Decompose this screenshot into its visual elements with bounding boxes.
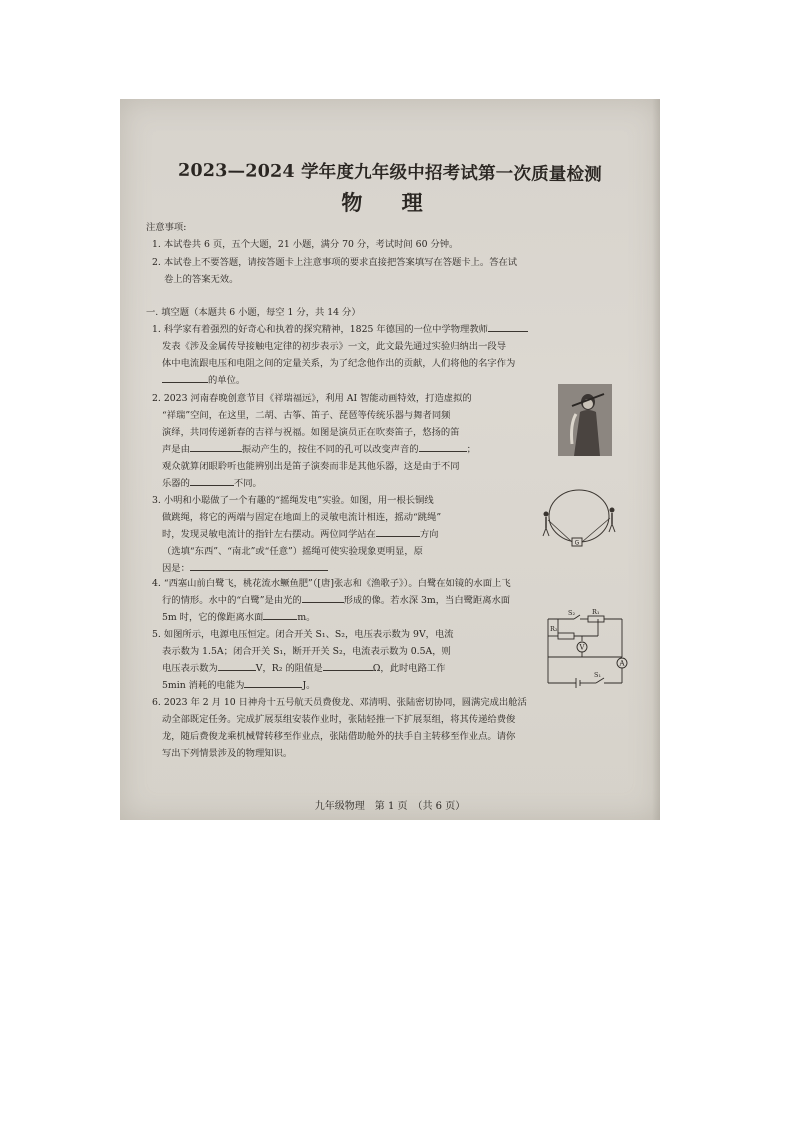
q2-line-3: 演绎，共同传递新春的吉祥与祝福。如图是演员正在吹奏笛子，悠扬的笛 [162,426,460,438]
answer-blank [162,373,208,383]
q2-line-1: 2. 2023 河南春晚创意节目《祥瑞福远》，利用 AI 智能动画特效，打造虚拟的 [152,393,472,404]
resistor-r2-label: R₂ [550,625,558,633]
q6-line-2: 动全部既定任务。完成扩展泵组安装作业时，张陆轻推一下扩展泵组，将其传递给费俊 [162,713,516,725]
exam-title: 2023—2024 学年度九年级中招考试第一次质量检测 [177,160,603,186]
resistor-r1-label: R₁ [592,608,600,616]
q1-line-1: 1. 科学家有着强烈的好奇心和执着的探究精神，1825 年德国的一位中学物理教师 [152,324,488,335]
q3-line-3b: 方向 [419,528,439,540]
notice-item-1: 1. 本试卷共 6 页，五个大题，21 小题，满分 70 分，考试时间 60 分钟。 [152,239,459,250]
notice-heading: 注意事项: [146,222,187,233]
student-right-icon [609,508,615,533]
subject-title: 物 理 [341,190,439,215]
q5-line-3b: V，R₂ 的阻值是 [255,662,323,674]
section-heading: 一. 填空题（本题共 6 小题，每空 1 分，共 14 分） [146,307,361,318]
question-5 [152,627,454,695]
q5-line-3c: Ω，此时电路工作 [372,662,446,674]
rope-generator-figure [540,484,618,562]
question-3 [152,493,441,578]
q6-line-4: 写出下列情景涉及的物理知识。 [162,747,293,759]
flute-player-figure [558,384,612,456]
answer-blank [302,593,344,603]
q4-line-2a: 行的情形。水中的“白鹭”是由光的 [162,594,302,606]
q3-line-2: 做跳绳，将它的两端与固定在地面上的灵敏电流计相连，摇动“跳绳” [162,511,442,523]
question-2 [152,391,476,492]
q3-line-1: 3. 小明和小聪做了一个有趣的“摇绳发电”实验。如图，用一根长铜线 [152,495,434,506]
page-footer: 九年级物理 第 1 页 （共 6 页） [314,801,466,812]
q1-line-2: 发表《涉及金属传导接触电定律的初步表示》一文，此文最先通过实验归纳出一段导 [162,340,506,352]
answer-blank [190,476,234,486]
q2-line-5: 观众就算闭眼聆听也能辨别出是笛子演奏而非是其他乐器，这是由于不同 [162,460,460,472]
circuit-diagram [538,607,630,689]
ammeter-icon: A [619,659,625,668]
q2-line-4c: ； [466,443,476,455]
q4-line-2b: 形成的像。若水深 3m，当白鹭距离水面 [343,594,511,606]
answer-blank [244,678,302,688]
voltmeter-icon: V [579,643,585,652]
q3-line-5: 因是： [162,562,190,574]
answer-blank [190,442,242,452]
q6-line-1: 6. 2023 年 2 月 10 日神舟十五号航天员费俊龙、邓清明、张陆密切协同，圆满完成出舱活 [152,697,527,708]
answer-blank [190,561,328,571]
answer-blank [376,527,420,537]
q2-line-4b: 振动产生的，按住不同的孔可以改变声音的 [241,443,419,455]
answer-blank [323,661,373,671]
q3-line-4: （选填“东西”、“南北”或“任意”）摇绳可使实验现象更明显，原 [162,545,423,557]
q5-line-4a: 5min 消耗的电能为 [162,679,245,691]
q4-line-3b: m。 [297,611,316,623]
q3-line-3: 时，发现灵敏电流计的指针左右摆动。两位同学站在 [162,528,376,540]
q5-line-4b: J。 [302,679,316,691]
answer-blank [488,322,528,332]
galvanometer-label: G [574,539,580,547]
q4-line-3a: 5m 时，它的像距离水面 [162,611,264,623]
q5-line-3a: 电压表示数为 [162,662,218,674]
q1-line-3: 体中电流跟电压和电阻之间的定量关系，为了纪念他作出的贡献，人们将他的名字作为 [162,357,516,369]
exam-page-photo [120,99,660,820]
switch-s1-label: S₁ [594,671,602,679]
question-6 [152,695,527,763]
switch-s2-label: S₂ [568,609,576,617]
notice-item-2a: 2. 本试卷上不要答题，请按答题卡上注意事项的要求直接把答案填写在答题卡上。答在试 [152,257,518,268]
student-left-icon [543,512,549,537]
question-4 [152,576,511,627]
q2-line-6a: 乐器的 [162,477,190,489]
photo-edge-shadow [652,99,660,820]
q2-line-2: “祥瑞”空间，在这里，二胡、古筝、笛子、琵琶等传统乐器与舞者同频 [162,409,451,421]
q2-line-4a: 声是由 [162,443,190,455]
answer-blank [218,661,256,671]
answer-blank [419,442,467,452]
q2-line-6b: 不同。 [233,477,262,489]
q6-line-3: 龙，随后费俊龙乘机械臂转移至作业点，张陆借助舱外的扶手自主转移至作业点。请你 [162,730,516,742]
q4-line-1: 4. “西塞山前白鹭飞，桃花流水鳜鱼肥”（[唐]张志和《渔歌子》）。白鹭在如镜的水面上飞 [152,578,511,589]
answer-blank [263,610,297,620]
q5-line-1: 5. 如图所示，电源电压恒定。闭合开关 S₁、S₂，电压表示数为 9V，电流 [152,629,454,640]
q1-line-4: 的单位。 [208,374,246,386]
q5-line-2: 表示数为 1.5A；闭合开关 S₁，断开开关 S₂，电流表示数为 0.5A，则 [162,645,451,657]
question-1 [152,322,528,390]
notice-item-2b: 卷上的答案无效。 [164,274,239,285]
